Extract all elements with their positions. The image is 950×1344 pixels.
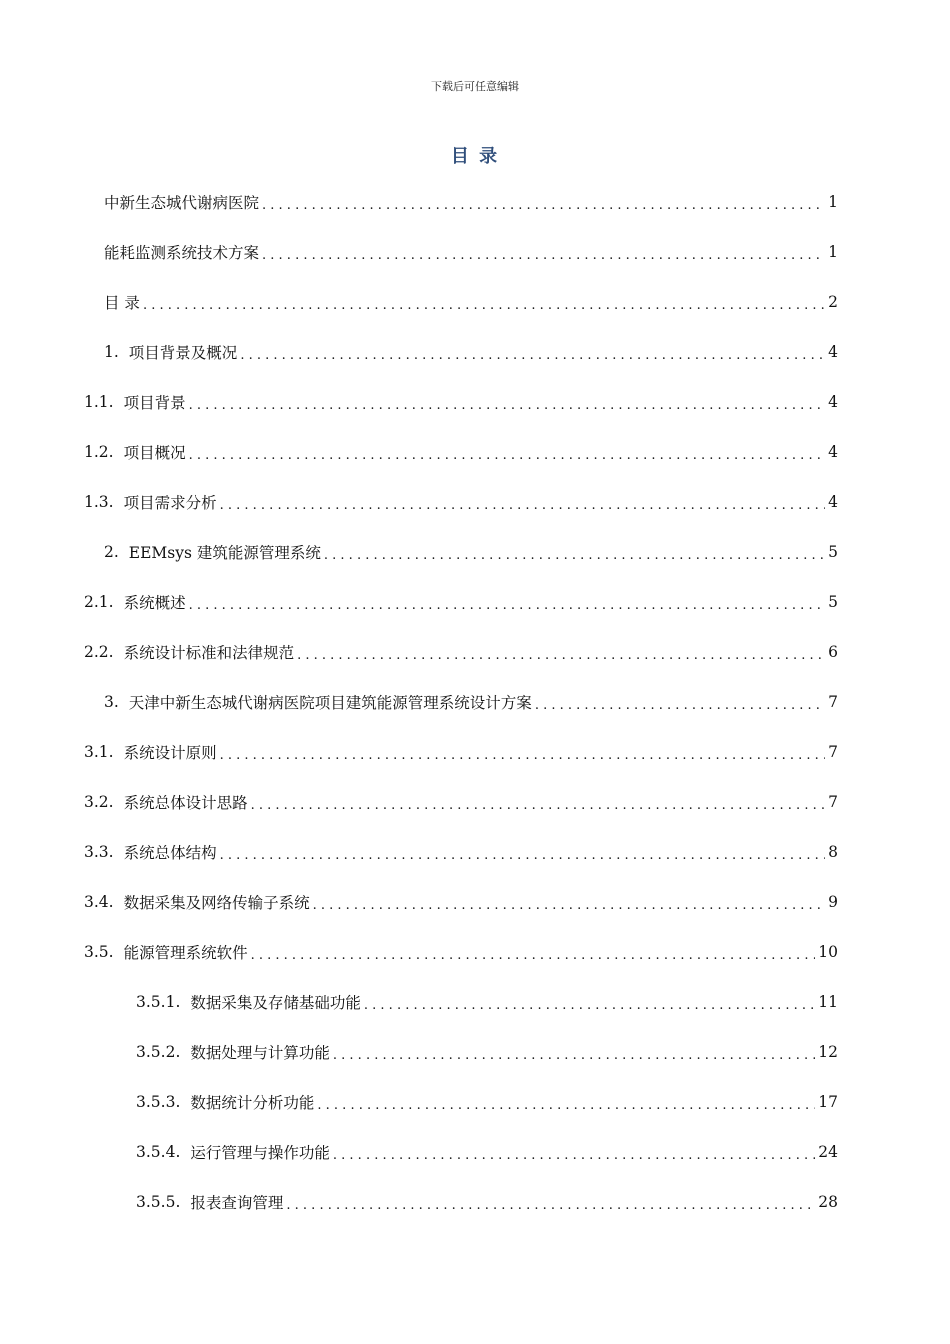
toc-entry-number: 1. — [104, 343, 119, 361]
toc-entry-title: 目 录 — [104, 294, 140, 312]
toc-entry-title: 报表查询管理 — [190, 1194, 284, 1212]
toc-entry-page: 4 — [828, 493, 838, 511]
toc-leader-dots — [251, 795, 826, 813]
toc-entry[interactable] — [84, 882, 838, 922]
toc-entry-page: 17 — [818, 1093, 838, 1111]
toc-entry-title: EEMsys 建筑能源管理系统 — [128, 544, 321, 562]
toc-leader-dots — [262, 245, 825, 263]
toc-entry-title: 数据处理与计算功能 — [190, 1044, 330, 1062]
toc-entry-title: 项目背景及概况 — [128, 344, 238, 362]
toc-title: 目 录 — [450, 146, 500, 167]
toc-entry-number: 3.5.3. — [136, 1093, 181, 1111]
toc-leader-dots — [189, 445, 826, 463]
toc-leader-dots — [262, 195, 825, 213]
toc-entry-title: 系统总体设计思路 — [123, 794, 248, 812]
toc-entry-page: 1 — [828, 193, 838, 211]
toc-entry-number: 1.2. — [84, 443, 114, 461]
toc-entry-page: 7 — [828, 793, 838, 811]
toc-entry-page: 9 — [828, 893, 838, 911]
toc-leader-dots — [324, 545, 825, 563]
toc-entry[interactable] — [104, 182, 838, 222]
toc-entry[interactable] — [104, 282, 838, 322]
toc-entry-number: 2.2. — [84, 643, 114, 661]
toc-entry-number: 3.2. — [84, 793, 114, 811]
toc-entry-page: 7 — [828, 693, 838, 711]
toc-entry[interactable] — [84, 932, 838, 972]
toc-entry-page: 28 — [818, 1193, 838, 1211]
toc-leader-dots — [333, 1045, 815, 1063]
toc-entry[interactable] — [84, 432, 838, 472]
toc-entry-page: 11 — [818, 993, 838, 1011]
toc-entry[interactable] — [84, 582, 838, 622]
toc-entry-page: 10 — [818, 943, 838, 961]
toc-entry[interactable] — [136, 1032, 838, 1072]
toc-leader-dots — [251, 945, 816, 963]
toc-leader-dots — [143, 295, 825, 313]
toc-entry[interactable] — [84, 782, 838, 822]
toc-entry-number: 3. — [104, 693, 119, 711]
toc-entry-page: 4 — [828, 443, 838, 461]
toc-leader-dots — [333, 1145, 815, 1163]
toc-entry-title: 项目需求分析 — [123, 494, 217, 512]
toc-entry-title: 数据采集及网络传输子系统 — [123, 894, 310, 912]
toc-entry-page: 24 — [818, 1143, 838, 1161]
toc-entry-number: 3.5.4. — [136, 1143, 181, 1161]
toc-entry-title: 中新生态城代谢病医院 — [104, 194, 260, 212]
toc-entry[interactable] — [104, 532, 838, 572]
toc-entry-page: 4 — [828, 393, 838, 411]
toc-entry-title: 数据统计分析功能 — [190, 1094, 315, 1112]
toc-entry[interactable] — [84, 382, 838, 422]
toc-leader-dots — [220, 745, 826, 763]
toc-entry-number: 3.3. — [84, 843, 114, 861]
toc-leader-dots — [189, 595, 826, 613]
toc-leader-dots — [220, 495, 826, 513]
toc-leader-dots — [317, 1095, 815, 1113]
toc-entry[interactable] — [84, 732, 838, 772]
toc-entry-page: 6 — [828, 643, 838, 661]
toc-entry-title: 能源管理系统软件 — [123, 944, 248, 962]
toc-entry-title: 项目概况 — [123, 444, 186, 462]
toc-entry-title: 项目背景 — [123, 394, 186, 412]
toc-entry-title: 数据采集及存储基础功能 — [190, 994, 361, 1012]
toc-entry-number: 3.4. — [84, 893, 114, 911]
toc-leader-dots — [240, 345, 825, 363]
toc-leader-dots — [297, 645, 825, 663]
toc-entry[interactable] — [84, 632, 838, 672]
toc-entry-title: 系统总体结构 — [123, 844, 217, 862]
toc-entry-title: 系统设计标准和法律规范 — [123, 644, 295, 662]
toc-leader-dots — [313, 895, 826, 913]
toc-entry-page: 2 — [828, 293, 838, 311]
toc-entry-number: 2. — [104, 543, 119, 561]
toc-entry[interactable] — [104, 232, 838, 272]
toc-leader-dots — [189, 395, 826, 413]
toc-entry-title: 天津中新生态城代谢病医院项目建筑能源管理系统设计方案 — [128, 694, 532, 712]
toc-entry-title: 能耗监测系统技术方案 — [104, 244, 260, 262]
toc-entry-number: 1.1. — [84, 393, 114, 411]
toc-entry-page: 12 — [818, 1043, 838, 1061]
toc-entry-page: 7 — [828, 743, 838, 761]
toc-entry[interactable] — [84, 832, 838, 872]
toc-entry-page: 1 — [828, 243, 838, 261]
toc-entry-page: 8 — [828, 843, 838, 861]
toc-entry[interactable] — [136, 1182, 838, 1222]
toc-entry-title: 系统设计原则 — [123, 744, 217, 762]
toc-entry-number: 3.1. — [84, 743, 114, 761]
toc-entry-number: 3.5. — [84, 943, 114, 961]
toc-entry-page: 5 — [828, 593, 838, 611]
toc-leader-dots — [220, 845, 826, 863]
toc-entry-number: 1.3. — [84, 493, 114, 511]
toc-leader-dots — [286, 1195, 815, 1213]
toc-entry-page: 5 — [828, 543, 838, 561]
toc-entry[interactable] — [136, 1132, 838, 1172]
toc-entry-title: 运行管理与操作功能 — [190, 1144, 330, 1162]
toc-leader-dots — [364, 995, 815, 1013]
toc-entry[interactable] — [136, 982, 838, 1022]
toc-entry-number: 3.5.5. — [136, 1193, 181, 1211]
toc-entry-page: 4 — [828, 343, 838, 361]
toc-entry-number: 3.5.2. — [136, 1043, 181, 1061]
header-note: 下载后可任意编辑 — [431, 80, 519, 93]
toc-entry[interactable] — [104, 332, 838, 372]
toc-entry[interactable] — [84, 482, 838, 522]
toc-entry[interactable] — [136, 1082, 838, 1122]
toc-entry-title: 系统概述 — [123, 594, 186, 612]
toc-entry-number: 3.5.1. — [136, 993, 181, 1011]
toc-entry-number: 2.1. — [84, 593, 114, 611]
toc-leader-dots — [535, 695, 825, 713]
toc-entry[interactable] — [104, 682, 838, 722]
